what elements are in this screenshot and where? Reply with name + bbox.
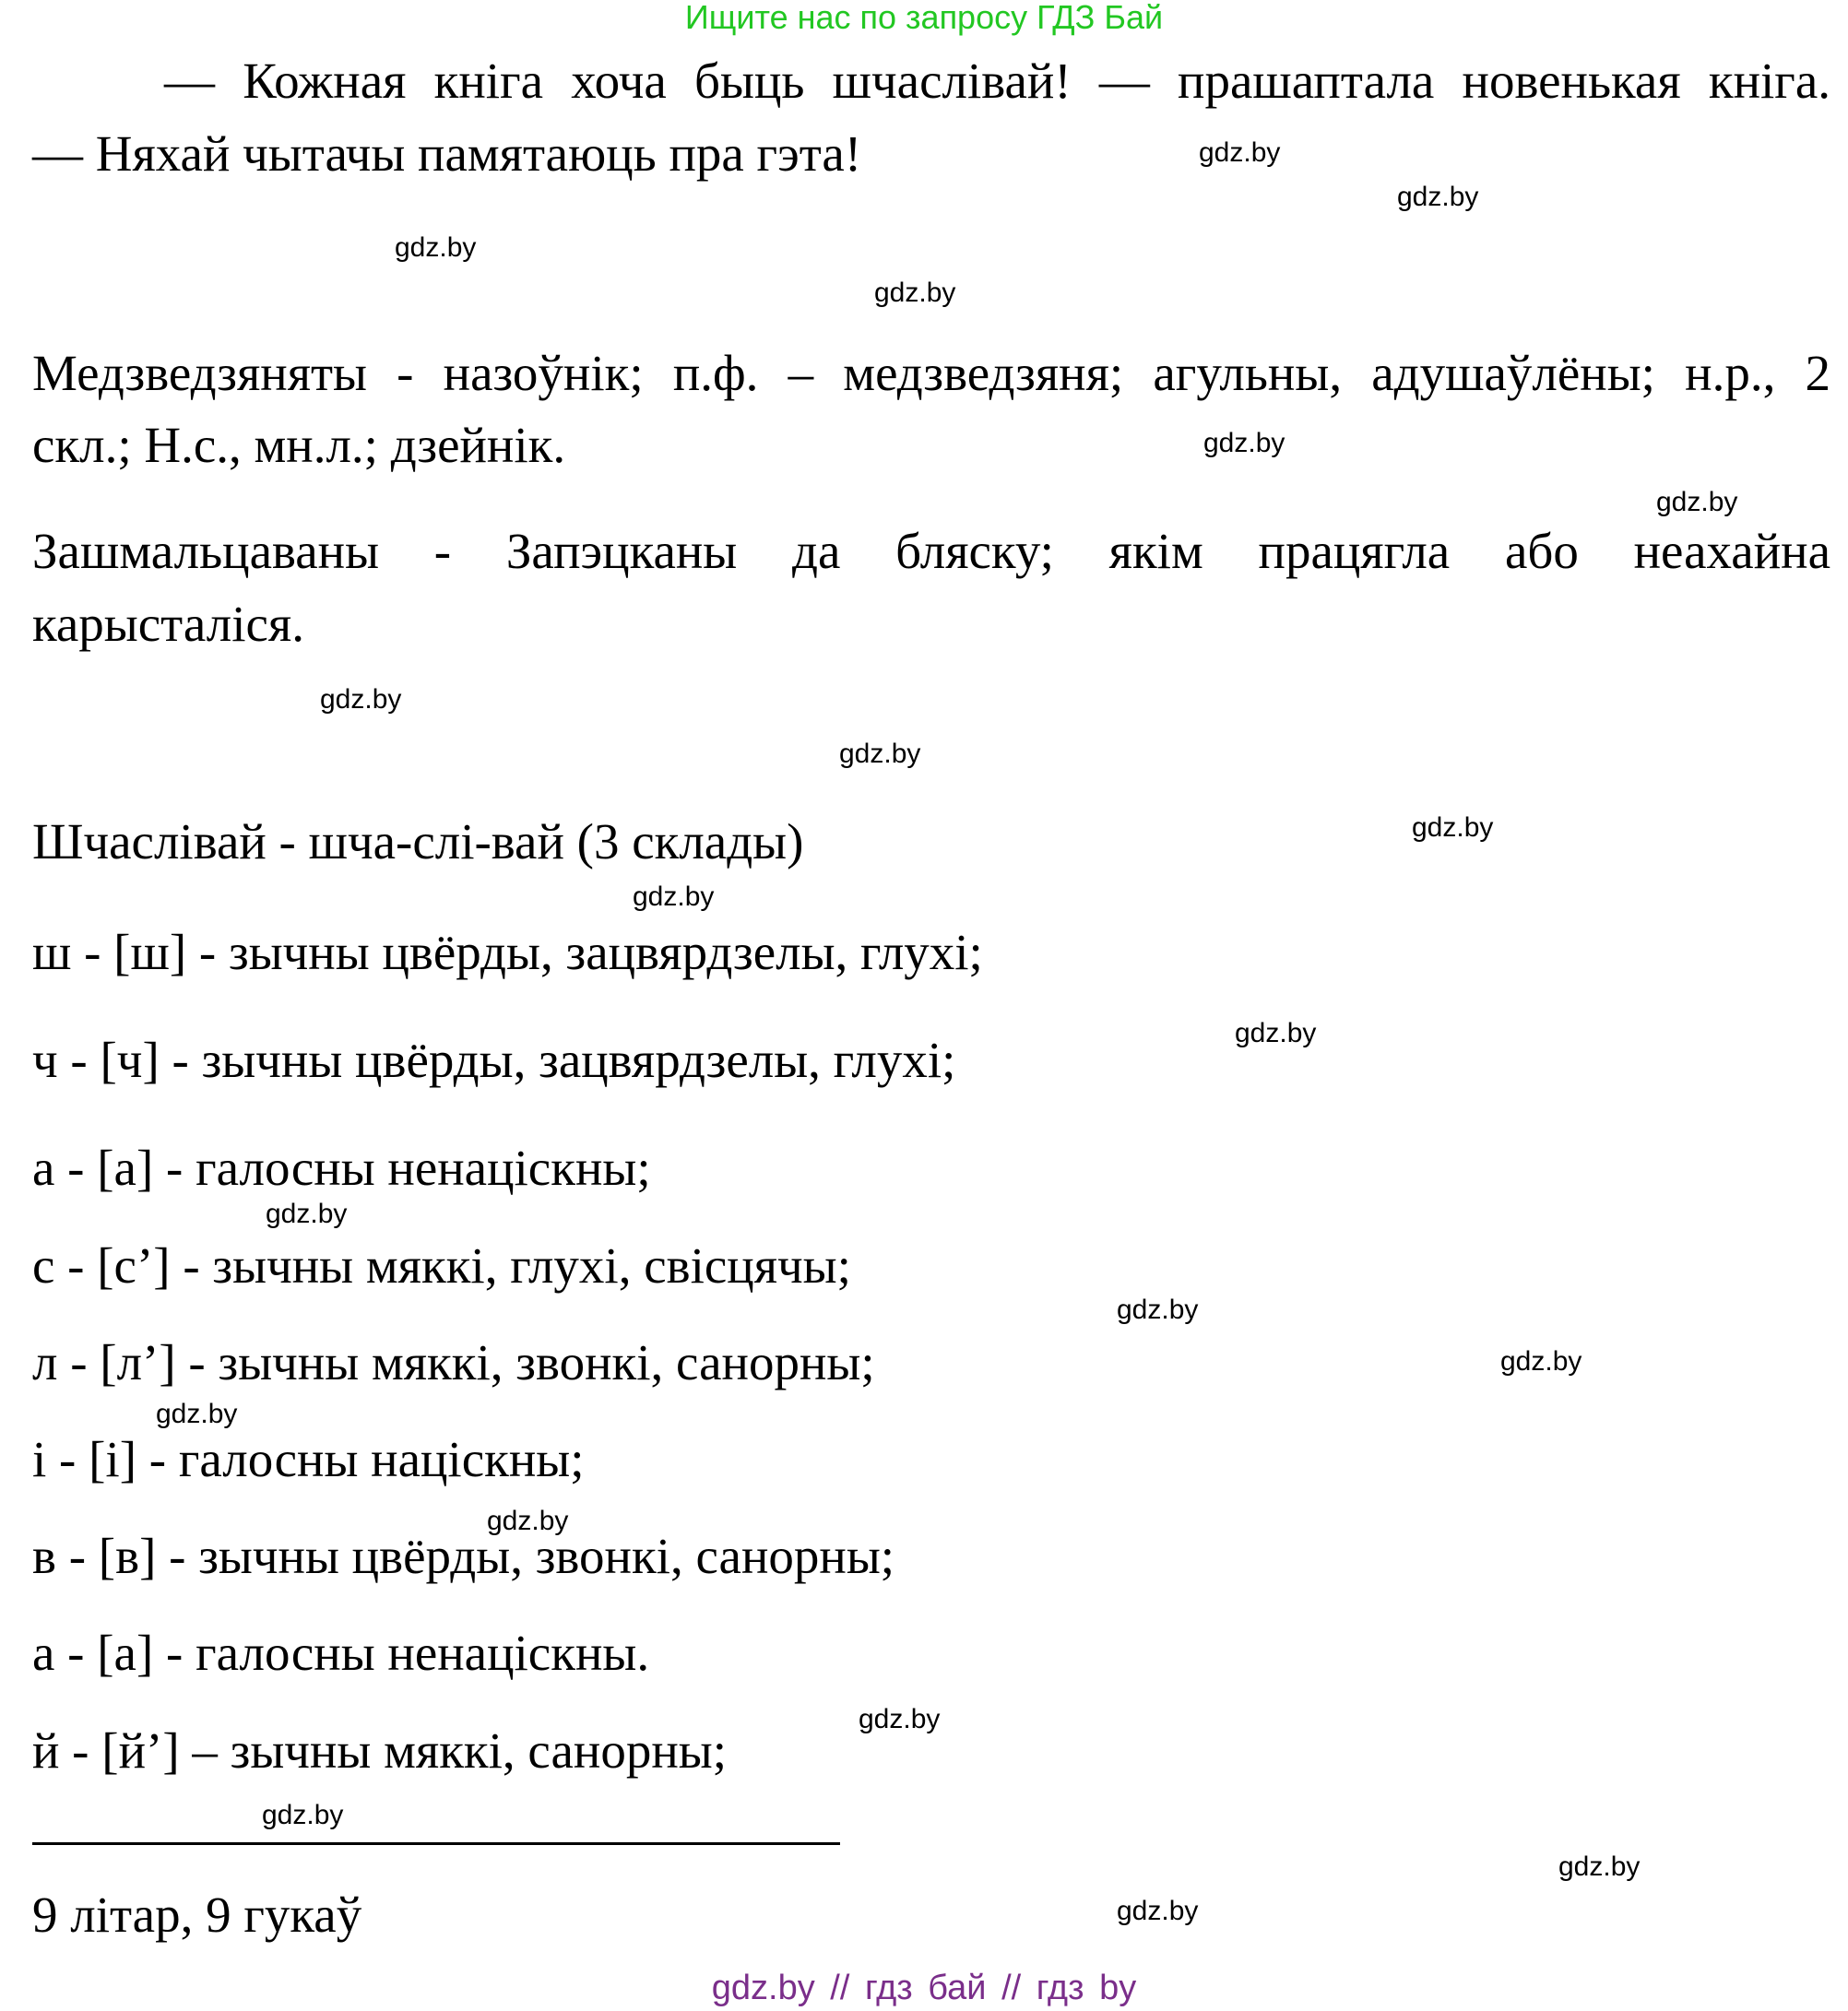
analysis-line-2: скл.; Н.с., мн.л.; дзейнік. — [32, 417, 566, 473]
watermark: gdz.by — [1117, 1295, 1199, 1325]
footer-links: gdz.by // гдз бай // гдз by — [711, 1969, 1137, 2007]
syllables-line: Шчаслівай - шча-слі-вай (3 склады) — [32, 813, 804, 869]
watermark: gdz.by — [1203, 428, 1285, 458]
watermark: gdz.by — [1412, 812, 1494, 843]
sound-line-5: л - [л’] - зычны мяккі, звонкі, санорны; — [32, 1334, 875, 1390]
watermark: gdz.by — [1558, 1851, 1641, 1882]
sound-line-6: і - [і] - галосны нацiскны; — [32, 1431, 585, 1487]
analysis-line-1: Медзведзяняты - назоўнік; п.ф. – медзведзяня; агульны, адушаўлёны; н.р., 2 — [32, 345, 1830, 401]
watermark: gdz.by — [262, 1800, 344, 1830]
sound-line-9: й - [й’] – зычны мяккі, санорны; — [32, 1722, 728, 1779]
sound-line-3: а - [а] - галосны ненацiскны; — [32, 1140, 651, 1196]
watermark: gdz.by — [1199, 137, 1281, 168]
meaning-line-1: Зашмальцаваны - Запэцканы да бляску; якім працягла або неахайна — [32, 523, 1830, 579]
watermark: gdz.by — [266, 1199, 348, 1229]
watermark: gdz.by — [320, 684, 402, 715]
summary-line: 9 літар, 9 гукаў — [32, 1887, 362, 1943]
watermark: gdz.by — [1117, 1896, 1199, 1926]
divider-rule — [32, 1842, 840, 1845]
watermark: gdz.by — [1656, 487, 1738, 517]
watermark: gdz.by — [859, 1704, 941, 1734]
watermark: gdz.by — [839, 739, 921, 769]
watermark: gdz.by — [1235, 1018, 1317, 1048]
sound-line-1: ш - [ш] - зычны цвёрды, зацвярдзелы, глухі; — [32, 924, 983, 980]
watermark: gdz.by — [633, 881, 715, 912]
search-banner: Ищите нас по запросу ГДЗ Бай — [684, 0, 1164, 36]
watermark: gdz.by — [487, 1506, 569, 1536]
sound-line-4: с - [с’] - зычны мяккі, глухі, свісцячы; — [32, 1237, 851, 1294]
watermark: gdz.by — [156, 1399, 238, 1429]
watermark: gdz.by — [1500, 1346, 1582, 1377]
watermark: gdz.by — [395, 232, 477, 263]
sound-line-7: в - [в] - зычны цвёрды, звонкі, санорны; — [32, 1528, 895, 1584]
sound-line-8: а - [а] - галосны ненацiскны. — [32, 1625, 650, 1681]
meaning-line-2: карысталіся. — [32, 596, 304, 652]
quote-line-2: — Няхай чытачы памятаюць пра гэта! — [32, 125, 862, 182]
watermark: gdz.by — [874, 278, 956, 308]
watermark: gdz.by — [1397, 182, 1479, 212]
sound-line-2: ч - [ч] - зычны цвёрды, зацвярдзелы, глухі; — [32, 1032, 956, 1088]
quote-line-1: — Кожная кніга хоча быць шчаслівай! — прашаптала новенькая кніга. — [164, 53, 1830, 109]
